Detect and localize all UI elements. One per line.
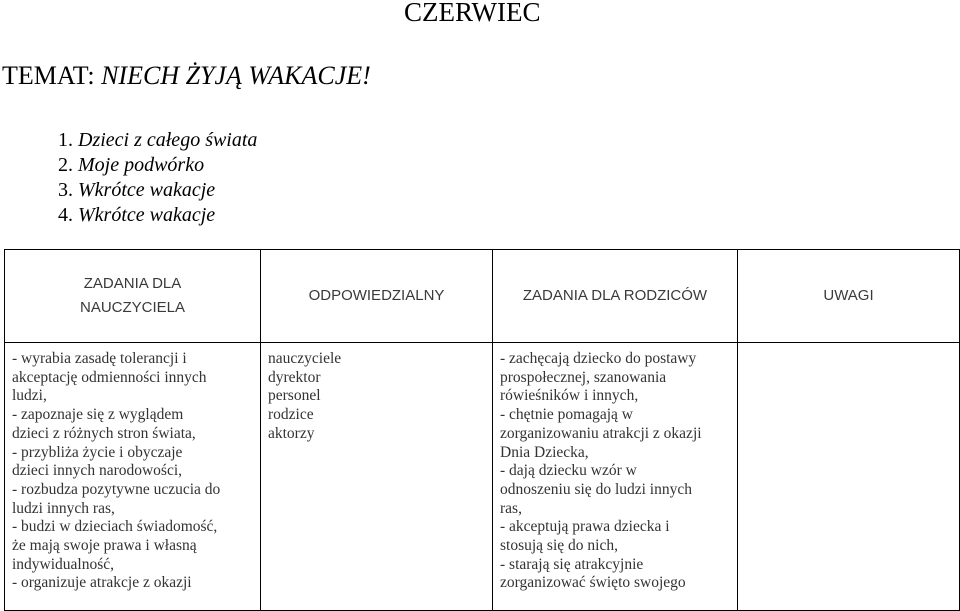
header-parent-tasks: ZADANIA DLA RODZICÓW [493,250,738,343]
table-header-row [5,250,960,343]
parent-task-line: - starają się atrakcyjnie [500,555,644,573]
topics-list-label: Wkrótce wakacje [78,204,216,226]
plan-table [4,249,960,611]
responsible-line: nauczyciele [268,350,342,367]
teacher-task-line: dzieci z różnych stron świata, [12,424,196,442]
topics-list-label: Wkrótce wakacje [78,179,216,201]
topics-list-item [58,128,257,153]
teacher-task-line: ludzi, [12,387,47,405]
parent-task-line: rówieśników i innych, [500,387,639,405]
teacher-task-line: że mają swoje prawa i własną [12,537,197,555]
table-row [5,343,960,611]
topics-list-label: Moje podwórko [78,154,205,176]
teacher-task-line: - wyrabia zasadę tolerancji i [12,350,187,367]
topics-list-item [58,203,257,228]
teacher-task-line: - zapoznaje się z wyglądem [12,406,184,424]
parent-tasks-list [500,350,731,593]
cell-teacher-tasks [5,343,261,611]
teacher-task-line: - organizuje atrakcje z okazji [12,574,192,592]
topics-list-number: 4. [58,204,73,226]
responsible-line: personel [268,387,321,405]
topics-list-item [58,178,257,203]
topic-prefix: TEMAT: [2,61,102,90]
topics-list-number: 1. [58,129,73,151]
parent-task-line: - dają dziecku wzór w [500,462,637,480]
responsible-line: dyrektor [268,368,321,386]
topics-list-number: 2. [58,154,73,176]
parent-task-line: - chętnie pomagają w [500,406,633,424]
parent-task-line: odnoszeniu się do ludzi innych [500,480,692,498]
teacher-task-line: - budzi w dzieciach świadomość, [12,518,218,536]
parent-task-line: ras, [500,499,522,517]
teacher-task-line: ludzi innych ras, [12,499,115,517]
teacher-task-line: - przybliża życie i obyczaje [12,443,183,461]
parent-task-line: prospołecznej, szanowania [500,368,667,386]
header-teacher-tasks-line: ZADANIA DLA [83,275,182,292]
parent-task-line: - zachęcają dziecko do postawy [500,350,697,367]
parent-task-line: zorganizowaniu atrakcji z okazji [500,424,702,442]
responsible-line: aktorzy [268,424,315,442]
topic-heading [2,60,371,92]
header-teacher-tasks-line: NAUCZYCIELA [79,299,186,316]
topics-list-item [58,153,257,178]
header-responsible: ODPOWIEDZIALNY [261,250,493,343]
topics-list-label: Dzieci z całego świata [78,129,258,151]
topic-title: NIECH ŻYJĄ WAKACJE! [101,61,371,90]
header-teacher-tasks [5,250,261,343]
teacher-task-line: - rozbudza pozytywne uczucia do [12,480,221,498]
responsible-list [268,350,486,444]
cell-responsible [261,343,493,611]
parent-task-line: Dnia Dziecka, [500,443,589,461]
topics-list-number: 3. [58,179,73,201]
header-notes: UWAGI [738,250,960,343]
parent-task-line: stosują się do nich, [500,537,618,555]
parent-task-line: zorganizować święto swojego [500,574,686,592]
parent-task-line: - akceptują prawa dziecka i [500,518,670,536]
responsible-line: rodzice [268,406,314,424]
topics-list [58,128,257,228]
teacher-tasks-list [12,350,254,593]
teacher-task-line: indywidualność, [12,555,115,573]
cell-notes [738,343,960,611]
teacher-task-line: dzieci innych narodowości, [12,462,183,480]
month-heading: CZERWIEC [404,0,541,27]
cell-parent-tasks [493,343,738,611]
teacher-task-line: akceptację odmienności innych [12,368,207,386]
